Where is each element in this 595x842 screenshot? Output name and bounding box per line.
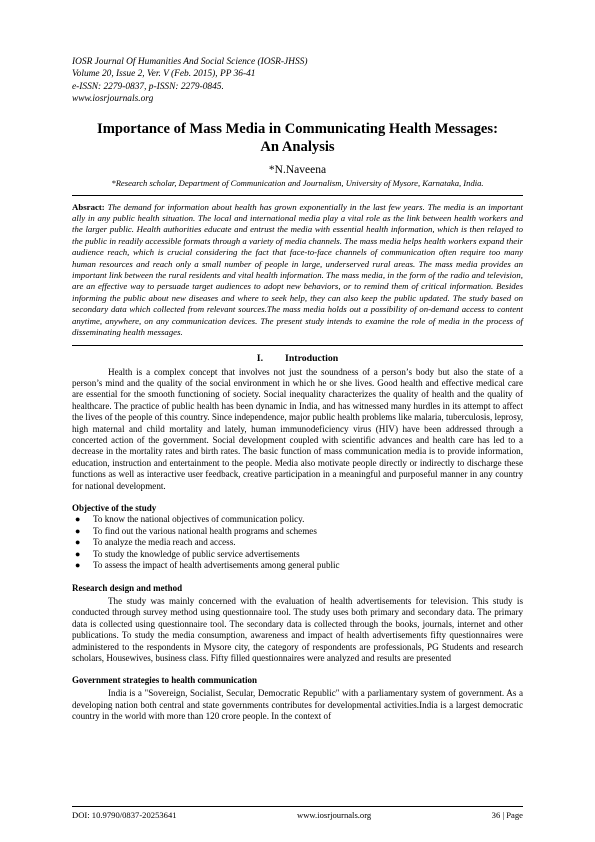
objective-text: To know the national objectives of communication policy. <box>93 513 305 524</box>
footer-divider <box>72 806 523 807</box>
journal-website: www.iosrjournals.org <box>72 94 154 105</box>
objective-text: To find out the various national health programs and schemes <box>93 525 317 536</box>
list-item <box>72 537 523 549</box>
page <box>72 56 523 723</box>
objective-text: To study the knowledge of public service advertisements <box>93 548 300 559</box>
list-item <box>72 549 523 561</box>
abstract-label: Absract: <box>72 201 105 212</box>
page-footer <box>72 810 523 820</box>
research-paragraph: The study was mainly concerned with the evaluation of health advertisements for television. This study is conducted through survey method using questionnaire tool. The study uses both primary and secondary data. The primary data is collected using questionnaire tool. The secondary data is collected through the books, journals, internet and other publications. To study the media consumption, awareness and impact of health advertisements fifty questionnaires were administered to the respondents in Mysore city, the category of respondents are professionals, PG Students and research scholars, Housewives, business class. Fifty filled questionnaires were analyzed and results are presented <box>72 595 523 663</box>
journal-name: IOSR Journal Of Humanities And Social Science (IOSR-JHSS) <box>72 57 308 67</box>
section-heading-introduction <box>72 353 523 364</box>
paper-title <box>72 120 523 156</box>
footer-doi: DOI: 10.9790/0837-20253641 <box>72 810 177 820</box>
abstract-divider <box>72 345 523 346</box>
abstract <box>72 202 523 339</box>
research-heading: Research design and method <box>72 582 183 593</box>
government-heading: Government strategies to health communication <box>72 675 257 686</box>
footer-page-number: 36 | Page <box>491 810 523 820</box>
header-divider <box>72 195 523 196</box>
introduction-paragraph: Health is a complex concept that involves not just the soundness of a person’s body but also the state of a person’s mind and the quality of the social environment in which he or she lives. Good health and effective medical care are essential for the smooth functioning of society. Social inequality characterizes the quality of health and the quality of healthcare. The practice of public health has been dynamic in India, and has witnessed many hurdles in its attempt to affect the lives of the people of this country. Since independence, major public health problems like malaria, tuberculosis, leprosy, high maternal and child mortality and lately, human immunodeficiency virus (HIV) have been addressed through a concerted action of the government. Social development coupled with scientific advances and health care has led to a decrease in the mortality rates and birth rates. The basic function of mass communication media is to provide information, education, instruction and entertainment to the people. Media also motivate people directly or indirectly to discharge these functions as well as interactive user feedback, creative participation in a meaningful and purposeful manner in any country for national development. <box>72 366 523 491</box>
paper-title-line1: Importance of Mass Media in Communicating Health Messages: <box>97 120 498 137</box>
bullet-icon: ● <box>75 548 81 559</box>
bullet-icon: ● <box>75 537 81 548</box>
paper-title-line2: An Analysis <box>260 138 335 155</box>
bullet-icon: ● <box>75 513 81 524</box>
journal-issn: e-ISSN: 2279-0837, p-ISSN: 2279-0845. <box>72 81 224 92</box>
author-name: *N.Naveena <box>268 163 327 176</box>
objective-text: To assess the impact of health advertisements among general public <box>93 560 340 571</box>
author-affiliation: *Research scholar, Department of Communication and Journalism, University of Mysore, Karnataka, India. <box>111 177 484 188</box>
list-item <box>72 526 523 538</box>
objective-text: To analyze the media reach and access. <box>93 537 236 548</box>
footer-website: www.iosrjournals.org <box>297 810 372 820</box>
list-item <box>72 514 523 526</box>
objectives-heading: Objective of the study <box>72 502 157 513</box>
objectives-list <box>72 514 523 572</box>
section-title: Introduction <box>285 352 339 364</box>
abstract-text: The demand for information about health has grown exponentially in the last few years. The media is an important ally in any public health situation. The local and international media play a vital role as the link between health workers and the larger public. Health authorities educate and entrust the media with essential health information, which is then relayed to the public in readily accessible formats through a variety of media channels. The mass media helps health workers expand their audience reach, which is crucial considering the fact that face-to-face channels of communication often require too many human resources and reach only a small number of people in large, underserved rural areas. The mass media provides an important link between the rural residents and vital health information. The mass media, in the form of the radio and television, are an effective way to persuade target audiences to adopt new behaviors, or to remind them of critical information. Besides informing the public about new diseases and where to seek help, they can also keep the public updated. The study based on secondary data which collected from relevant sources.The mass media holds out a possibility of on-demand access to content anytime, anywhere, on any communication devices. The present study intends to examine the role of media in the process of disseminating health messages. <box>72 201 523 338</box>
list-item <box>72 560 523 572</box>
bullet-icon: ● <box>75 560 81 571</box>
bullet-icon: ● <box>75 525 81 536</box>
section-number: I. <box>256 352 264 364</box>
journal-header <box>72 56 523 106</box>
journal-volume: Volume 20, Issue 2, Ver. V (Feb. 2015), PP 36-41 <box>72 69 256 80</box>
government-paragraph: India is a "Sovereign, Socialist, Secular, Democratic Republic" with a parliamentary system of government. As a developing nation both central and state governments contributes for developmental activities.India is a largest democratic country in the world with more than 120 crore people. In the context of <box>72 688 523 722</box>
